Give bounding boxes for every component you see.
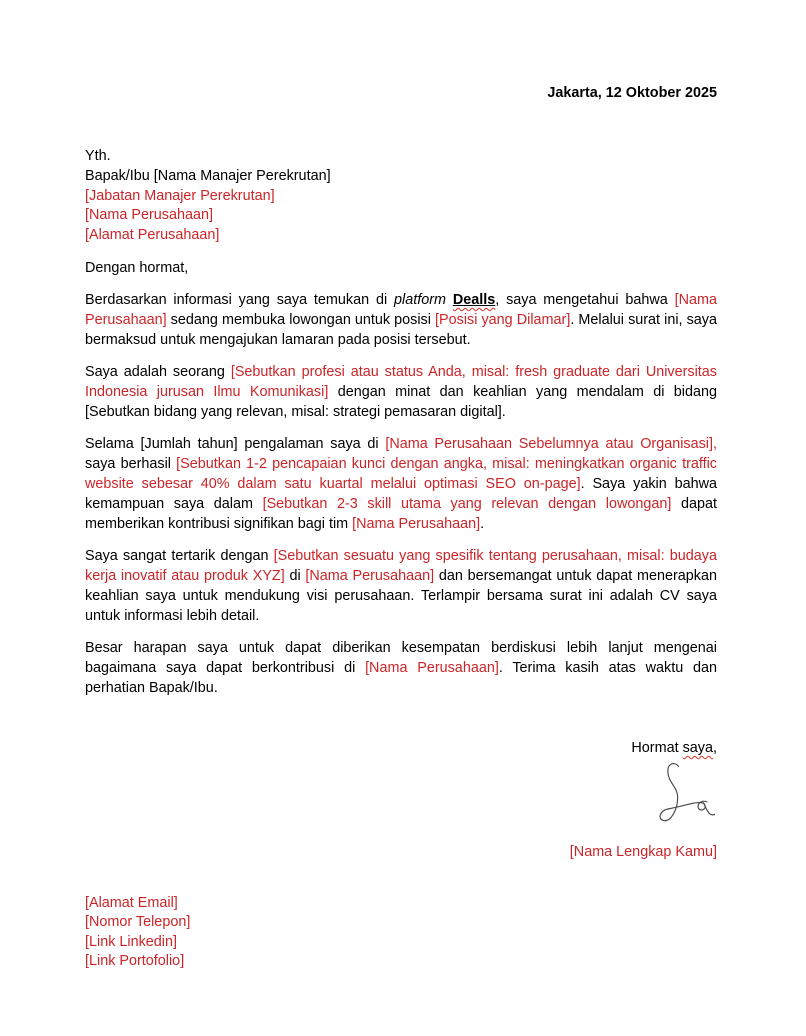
paragraph-profile: Saya adalah seorang [Sebutkan profesi atau status Anda, misal: fresh graduate dari Universitas Indonesia jurusan Ilmu Komunikasi] dengan minat dan keahlian yang mendalam di bidang [Sebutkan bidang yang relevan, misal: strategi pemasaran digital]. <box>85 363 718 420</box>
contact-line-portfolio: [Link Portofolio] <box>85 952 185 969</box>
letter-date: Jakarta, 12 Oktober 2025 <box>547 85 717 101</box>
recipient-block <box>85 147 717 246</box>
letter-content <box>85 83 717 971</box>
paragraph-interest: Saya sangat tertarik dengan [Sebutkan sesuatu yang spesifik tentang perusahaan, misal: budaya kerja inovatif atau produk XYZ] di [Nama Perusahaan] dan bersemangat untuk dapat menerapkan keahlian saya untuk mendukung visi perusahaan. Terlampir bersama surat ini adalah CV saya untuk informasi lebih detail. <box>85 547 718 624</box>
signature-block <box>85 760 717 842</box>
recipient-line: [Jabatan Manajer Perekrutan] <box>85 187 275 204</box>
contact-line-email: [Alamat Email] <box>85 894 178 911</box>
signature-image <box>635 760 715 842</box>
recipient-line: [Nama Perusahaan] <box>85 207 213 224</box>
contact-block <box>85 894 717 971</box>
closing-salute: Hormat saya, <box>631 739 717 756</box>
salutation: Dengan hormat, <box>85 259 189 276</box>
recipient-line: Yth. <box>85 148 111 164</box>
paragraph-opening: Berdasarkan informasi yang saya temukan di platform Dealls, saya mengetahui bahwa [Nama Perusahaan] sedang membuka lowongan untuk posisi [Posisi yang Dilamar]. Melalui surat ini, saya bermaksud untuk mengajukan lamaran pada posisi tersebut. <box>85 291 717 348</box>
recipient-line: Bapak/Ibu [Nama Manajer Perekrutan] <box>85 167 331 184</box>
contact-line-phone: [Nomor Telepon] <box>85 914 191 931</box>
contact-line-linkedin: [Link Linkedin] <box>85 933 178 950</box>
paragraph-experience: Selama [Jumlah tahun] pengalaman saya di [Nama Perusahaan Sebelumnya atau Organisasi], saya berhasil [Sebutkan 1-2 pencapaian kunci dengan angka, misal: meningkatkan organic traffic website sebesar 40% dalam satu kuartal melalui optimasi SEO on-page]. Saya yakin bahwa kemampuan saya dalam [Sebutkan 2-3 skill utama yang relevan dengan lowongan] dapat memberikan kontribusi signifikan bagi tim [Nama Perusahaan]. <box>85 435 718 532</box>
signature-name: [Nama Lengkap Kamu] <box>569 843 717 860</box>
paragraph-closing-hope: Besar harapan saya untuk dapat diberikan kesempatan berdiskusi lebih lanjut mengenai bagaimana saya dapat berkontribusi di [Nama Perusahaan]. Terima kasih atas waktu dan perhatian Bapak/Ibu. <box>85 639 717 696</box>
recipient-line: [Alamat Perusahaan] <box>85 227 220 244</box>
